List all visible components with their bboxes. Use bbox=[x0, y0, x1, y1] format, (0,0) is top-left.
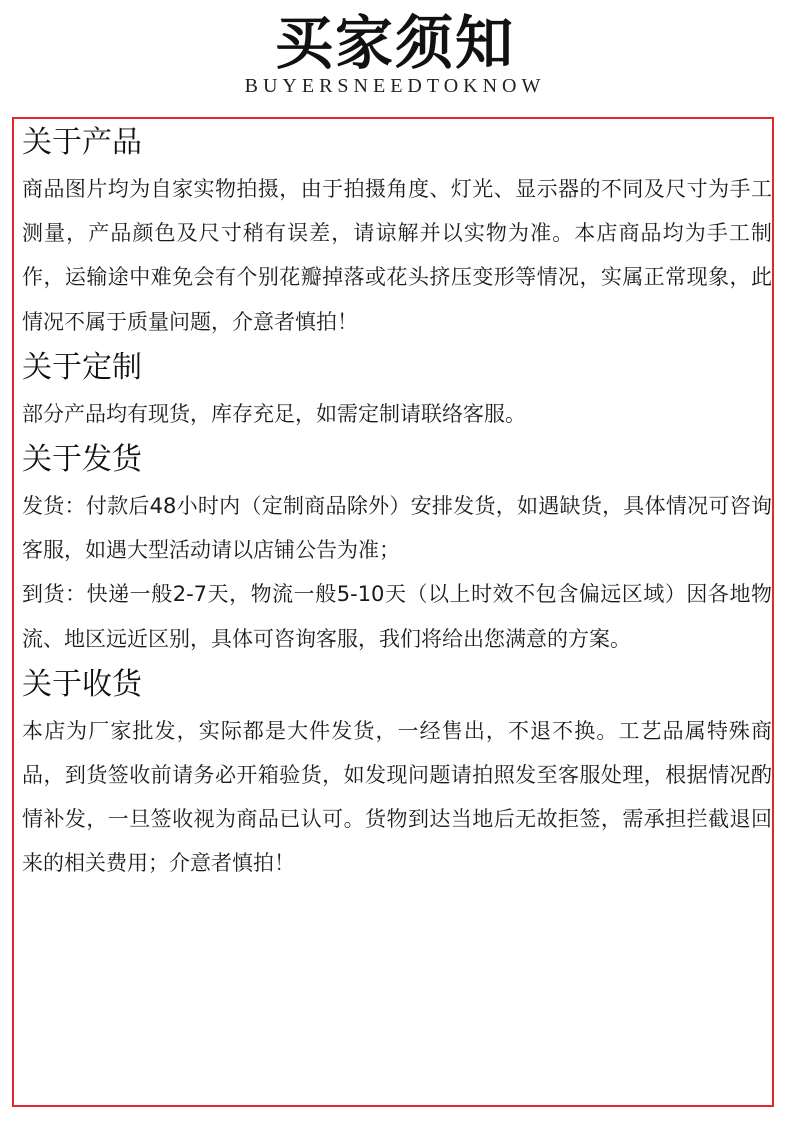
section-heading-custom: 关于定制 bbox=[22, 349, 142, 385]
section-text-shipping-dispatch: 发货：付款后48小时内（定制商品除外）安排发货，如遇缺货，具体情况可咨询客服，如遇大型活动请以店铺公告为准； bbox=[22, 494, 772, 563]
section-text-shipping-arrival: 到货：快递一般2-7天，物流一般5-10天（以上时效不包含偏远区域）因各地物流、地区远近区别，具体可咨询客服，我们将给出您满意的方案。 bbox=[22, 582, 772, 651]
section-heading-shipping: 关于发货 bbox=[22, 442, 142, 478]
section-heading-receiving: 关于收货 bbox=[22, 666, 142, 702]
section-heading-product: 关于产品 bbox=[22, 125, 142, 160]
section-text-product: 商品图片均为自家实物拍摄，由于拍摄角度、灯光、显示器的不同及尺寸为手工测量，产品颜色及尺寸稍有误差，请谅解并以实物为准。本店商品均为手工制作，运输途中难免会有个别花瓣掉落或花头挤压变形等情况，实属正常现象，此情况不属于质量问题，介意者慎拍！ bbox=[22, 177, 772, 334]
page-subtitle: BUYERSNEEDTOKNOW bbox=[244, 75, 546, 97]
section-text-receiving: 本店为厂家批发，实际都是大件发货，一经售出，不退不换。工艺品属特殊商品，到货签收前请务必开箱验货，如发现问题请拍照发至客服处理，根据情况酌情补发，一旦签收视为商品已认可。货物到达当地后无故拒签，需承担拦截退回来的相关费用；介意者慎拍！ bbox=[22, 718, 772, 876]
section-text-custom: 部分产品均有现货，库存充足，如需定制请联络客服。 bbox=[22, 401, 526, 426]
notice-content bbox=[22, 119, 772, 886]
page-title: 买家须知 bbox=[274, 9, 515, 77]
page-header bbox=[0, 0, 790, 110]
notice-box bbox=[12, 117, 774, 1107]
